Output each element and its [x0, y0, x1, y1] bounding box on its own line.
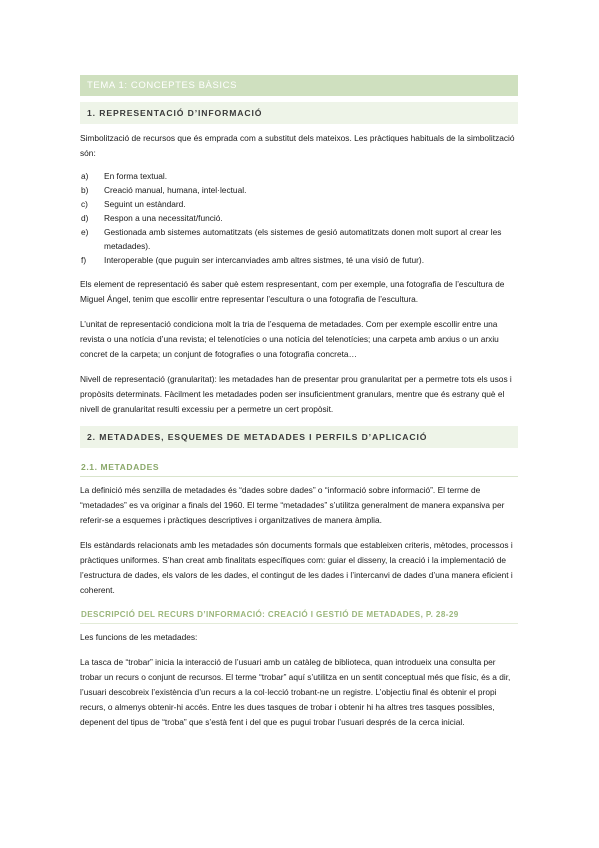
simbolitzacio-list	[80, 169, 518, 267]
list-item-text: Seguint un estàndard.	[104, 199, 186, 209]
section1-intro: Simbolització de recursos que és emprada com a substitut dels mateixos. Les pràctiques habituals de la simbolització són:	[80, 133, 515, 158]
chapter-title-band: TEMA 1: CONCEPTES BÀSICS	[80, 75, 518, 96]
list-marker: a)	[81, 171, 89, 181]
page-content	[80, 75, 518, 730]
list-item	[80, 225, 518, 253]
paragraph-unitat-representacio: L’unitat de representació condiciona molt la tria de l’esquema de metadades. Com per exemple escollir entre una revista o una notícia d’una revista; el telenotícies o una notícia del telenotícies; una carpeta amb arxius o un arxiu concret de la carpeta; un conjunt de fotografies o una fotografia concreta…	[80, 319, 499, 359]
list-marker: e)	[81, 227, 89, 237]
paragraph-estandards: Els estàndards relacionats amb les metadades són documents formals que estableixen criteris, mètodes, processos i pràctiques uniformes. S’han creat amb finalitats específiques com: guiar el disseny, la creació i la implementació de l’estructura de dades, els valors de les dades, el contingut de les dades i l’intercanvi de dades d’una manera eficient i coherent.	[80, 540, 513, 595]
list-item	[80, 169, 518, 183]
section-heading-representacio: 1. REPRESENTACIÓ D’INFORMACIÓ	[80, 102, 518, 124]
list-item-text: Gestionada amb sistemes automatitzats (els sistemes de gesió automatitzats donen molt suport al crear les metadades).	[104, 227, 502, 251]
list-marker: d)	[81, 213, 89, 223]
list-item-text: Respon a una necessitat/funció.	[104, 213, 223, 223]
list-item-text: En forma textual.	[104, 171, 168, 181]
section-heading-metadades: 2. METADADES, ESQUEMES DE METADADES I PERFILS D’APLICACIÓ	[80, 426, 518, 448]
subsection-heading-metadades: 2.1. METADADES	[80, 462, 518, 477]
subsection-heading-descripcio: DESCRIPCIÓ DEL RECURS D’INFORMACIÓ: CREACIÓ I GESTIÓ DE METADADES, P. 28-29	[80, 610, 518, 624]
list-marker: b)	[81, 185, 89, 195]
list-item	[80, 197, 518, 211]
paragraph-funcions-metadades: Les funcions de les metadades:	[80, 632, 198, 642]
list-marker: c)	[81, 199, 88, 209]
paragraph-nivell-representacio: Nivell de representació (granularitat): les metadades han de presentar prou granularitat per a permetre tots els usos i propòsits determinats. Fàcilment les metadades poden ser insuficientment granulars, mentre que és estrany què el nivell de granularitat resulti excessiu per a permetre un cert propòsit.	[80, 374, 512, 414]
list-marker: f)	[81, 255, 87, 265]
list-item-text: Interoperable (que puguin ser intercanviades amb altres sistmes, té una visió de futur).	[104, 255, 425, 265]
list-item	[80, 183, 518, 197]
paragraph-element-representacio: Els element de representació és saber què estem respresentant, com per exemple, una fotografia de l’escultura de Miguel Ángel, tenim que escollir entre representar l’escultura o una fotografia de l’escultura.	[80, 279, 505, 304]
paragraph-tasca-trobar: La tasca de “trobar” inicia la interacció de l’usuari amb un catàleg de biblioteca, quan introdueix una consulta per trobar un recurs o conjunt de recursos. El terme “trobar” aquí s’utilitza en un sentit conceptual més que físic, és a dir, l’usuari descobreix l’existència d’un recurs a la col·lecció trobant-ne un registre. L’objectiu final és obtenir el propi recurs, o almenys obtenir-hi accés. Entre les dues tasques de trobar i obtenir hi ha altres tres tasques possibles, depenent del tipus de “troba” que s’està fent i del que es pugui trobar l’usuari després de la cerca inicial.	[80, 657, 511, 727]
list-item-text: Creació manual, humana, intel·lectual.	[104, 185, 247, 195]
list-item	[80, 253, 518, 267]
list-item	[80, 211, 518, 225]
paragraph-definicio-metadades: La definició més senzilla de metadades és “dades sobre dades” o “informació sobre informació”. El terme de “metadades” es va originar a finals del 1960. El terme “metadades” s’utilitza generalment de manera expansiva per referir-se a esquemes i pràctiques descriptives i organitzatives de manera àmplia.	[80, 485, 505, 525]
